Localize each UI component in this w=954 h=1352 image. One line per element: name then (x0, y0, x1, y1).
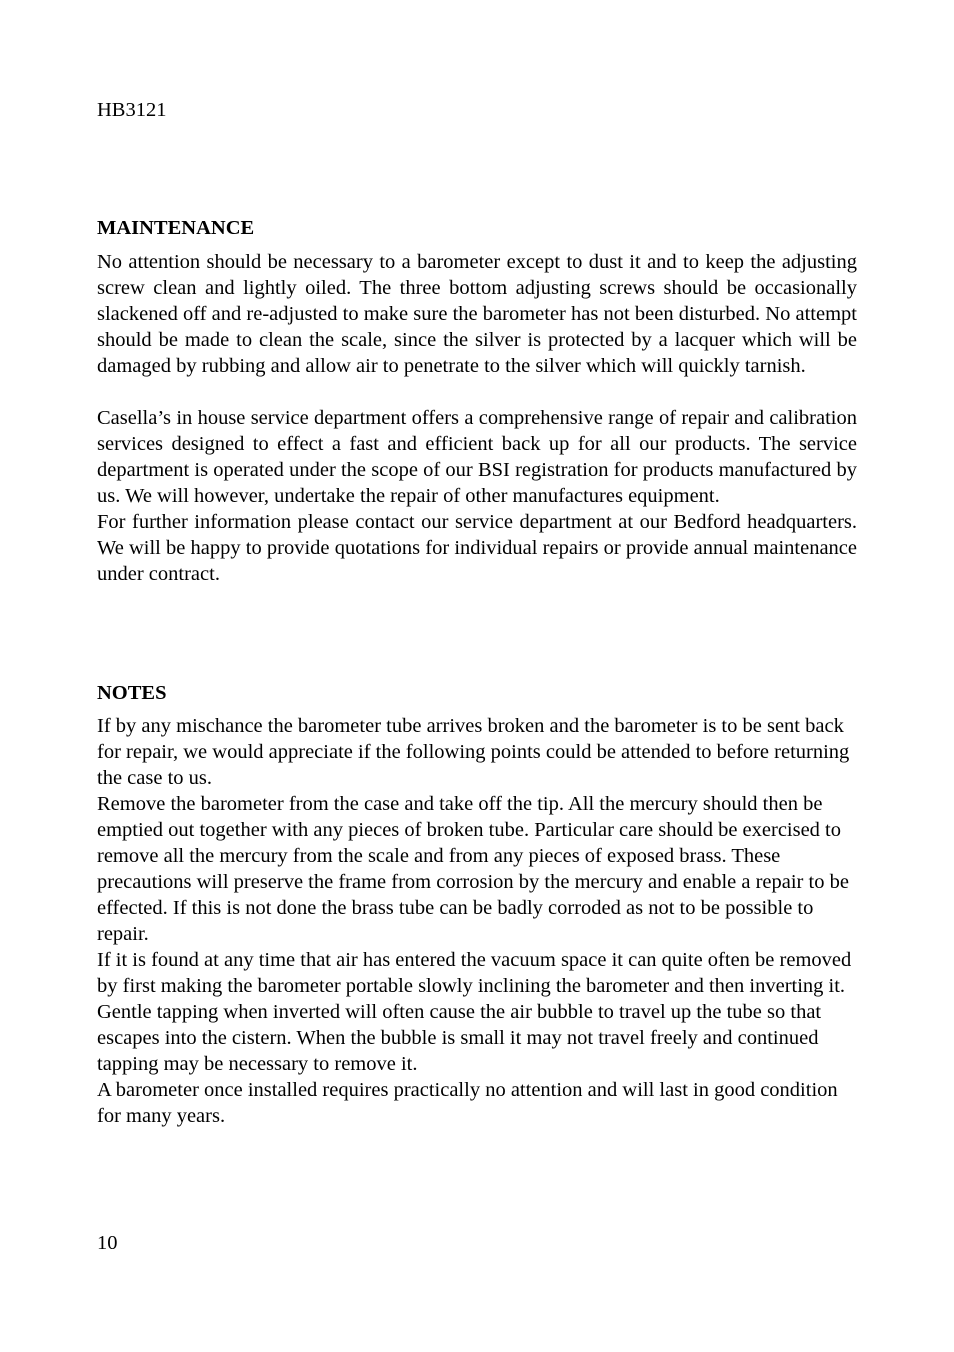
document-code: HB3121 (97, 99, 167, 121)
notes-paragraph: A barometer once installed requires practically no attention and will last in good condition for many years. (97, 1079, 838, 1127)
maintenance-heading: MAINTENANCE (97, 217, 255, 239)
service-paragraph: Casella’s in house service department offers a comprehensive range of repair and calibration services designed to effect a fast and efficient back up for all our products. The service department is operated under the scope of our BSI registration for products manufactured by us. We will however, undertake the repair of other manufactures equipment. (97, 407, 857, 507)
maintenance-paragraph: No attention should be necessary to a barometer except to dust it and to keep the adjusting screw clean and lightly oiled. The three bottom adjusting screws should be occasionally slackened off and re-adjusted to make sure the barometer has not been disturbed. No attempt should be made to clean the scale, since the silver is protected by a lacquer which will be damaged by rubbing and allow air to penetrate to the silver which will quickly tarnish. (97, 251, 857, 377)
notes-paragraph: If it is found at any time that air has entered the vacuum space it can quite often be removed by first making the barometer portable slowly inclining the barometer and then inverting it. Gentle tapping when inverted will often cause the air bubble to travel up the tube so that escapes into the cistern. When the bubble is small it may not travel freely and continued tapping may be necessary to remove it. (97, 949, 852, 1075)
notes-paragraph: Remove the barometer from the case and take off the tip. All the mercury should then be emptied out together with any pieces of broken tube. Particular care should be exercised to remove all the mercury from the scale and from any pieces of exposed brass. These precautions will preserve the frame from corrosion by the mercury and enable a repair to be effected. If this is not done the brass tube can be badly corroded as not to be possible to repair. (97, 793, 849, 945)
contact-paragraph: For further information please contact our service department at our Bedford headquarters. We will be happy to provide quotations for individual repairs or provide annual maintenance under contract. (97, 511, 857, 585)
maintenance-section-body (97, 249, 857, 587)
notes-heading: NOTES (97, 682, 167, 704)
notes-section-body (97, 713, 857, 1129)
notes-paragraph: If by any mischance the barometer tube arrives broken and the barometer is to be sent back for repair, we would appreciate if the following points could be attended to before returning the case to us. (97, 715, 850, 789)
page-number: 10 (97, 1232, 118, 1254)
